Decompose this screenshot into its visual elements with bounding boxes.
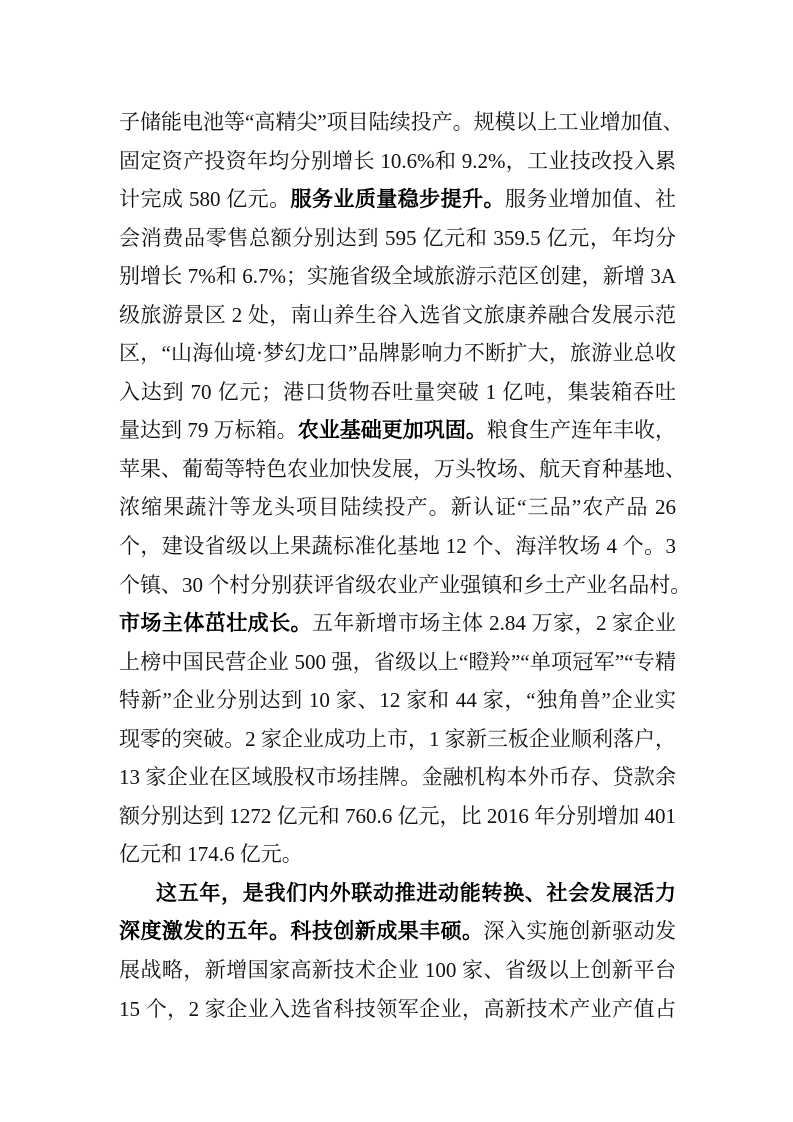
text-line: [119, 334, 676, 373]
body-text-segment: 展战略，新增国家高新技术企业 100 家、省级以上创新平台: [119, 958, 676, 983]
text-line: [119, 142, 676, 181]
body-text-segment: 区，“山海仙境·梦幻龙口”品牌影响力不断扩大，旅游业总收: [119, 341, 676, 366]
text-line: [119, 180, 676, 219]
text-line: [119, 488, 676, 527]
text-line: [119, 912, 676, 951]
text-line: [119, 257, 676, 296]
text-line: [119, 835, 676, 874]
text-line: [119, 373, 676, 412]
body-text-segment: 固定资产投资年均分别增长 10.6%和 9.2%，工业技改投入累: [119, 148, 676, 173]
text-line: [119, 951, 676, 990]
body-text: [119, 103, 692, 1028]
body-text-segment: 15 个，2 家企业入选省科技领军企业，高新技术产业产值占: [119, 996, 676, 1021]
bold-heading-text: 服务业质量稳步提升。: [290, 187, 505, 212]
body-text-segment: 个镇、30 个村分别获评省级农业产业强镇和乡土产业名品村。: [119, 572, 692, 597]
body-text-segment: 别增长 7%和 6.7%；实施省级全域旅游示范区创建，新增 3A: [119, 264, 676, 289]
body-text-segment: 子储能电池等“高精尖”项目陆续投产。规模以上工业增加值、: [119, 110, 684, 134]
text-line: [119, 643, 676, 682]
bold-heading-text: 农业基础更加巩固。: [297, 418, 487, 443]
body-text-segment: 额分别达到 1272 亿元和 760.6 亿元，比 2016 年分别增加 401: [119, 803, 676, 828]
bold-heading-text: 市场主体茁壮成长。: [119, 611, 312, 636]
text-line: [119, 450, 686, 489]
text-line: [119, 296, 676, 335]
body-text-segment: 量达到 79 万标箱。: [119, 418, 298, 443]
body-text-segment: 苹果、葡萄等特色农业加快发展，万头牧场、航天育种基地、: [119, 456, 686, 481]
body-text-segment: 浓缩果蔬汁等龙头项目陆续投产。新认证“三品”农产品 26: [119, 495, 676, 520]
body-text-segment: 会消费品零售总额分别达到 595 亿元和 359.5 亿元，年均分: [119, 225, 676, 250]
text-line: [119, 219, 676, 258]
body-text-segment: 粮食生产连年丰收，: [486, 418, 677, 443]
body-text-segment: 特新”企业分别达到 10 家、12 家和 44 家，“独角兽”企业实: [119, 688, 676, 713]
body-text-segment: 个，建设省级以上果蔬标准化基地 12 个、海洋牧场 4 个。3: [119, 534, 676, 559]
text-line: [119, 681, 676, 720]
body-text-segment: 级旅游景区 2 处，南山养生谷入选省文旅康养融合发展示范: [119, 302, 676, 327]
body-text-segment: 上榜中国民营企业 500 强，省级以上“瞪羚”“单项冠军”“专精: [119, 649, 676, 674]
body-text-segment: 计完成 580 亿元。: [119, 187, 291, 212]
body-text-segment: 13 家企业在区域股权市场挂牌。金融机构本外币存、贷款余: [119, 765, 676, 790]
text-line: [119, 797, 676, 836]
text-line: [119, 874, 676, 913]
text-line: [119, 990, 676, 1029]
text-line: [119, 758, 676, 797]
text-line: [119, 103, 684, 142]
body-text-segment: 五年新增市场主体 2.84 万家，2 家企业: [311, 611, 677, 636]
body-text-segment: 深入实施创新驱动发: [483, 919, 677, 944]
body-text-segment: 亿元和 174.6 亿元。: [119, 842, 303, 867]
text-line: [119, 411, 676, 450]
body-text-segment: 现零的突破。2 家企业成功上市，1 家新三板企业顺利落户，: [119, 726, 676, 751]
text-line: [119, 604, 676, 643]
bold-heading-text: 这五年，是我们内外联动推进动能转换、社会发展活力: [156, 880, 676, 905]
text-line: [119, 566, 692, 605]
bold-heading-text: 深度激发的五年。科技创新成果丰硕。: [119, 919, 484, 944]
body-text-segment: 入达到 70 亿元；港口货物吞吐量突破 1 亿吨，集装箱吞吐: [119, 379, 676, 404]
text-line: [119, 527, 676, 566]
text-line: [119, 720, 676, 759]
body-text-segment: 服务业增加值、社: [504, 187, 677, 212]
